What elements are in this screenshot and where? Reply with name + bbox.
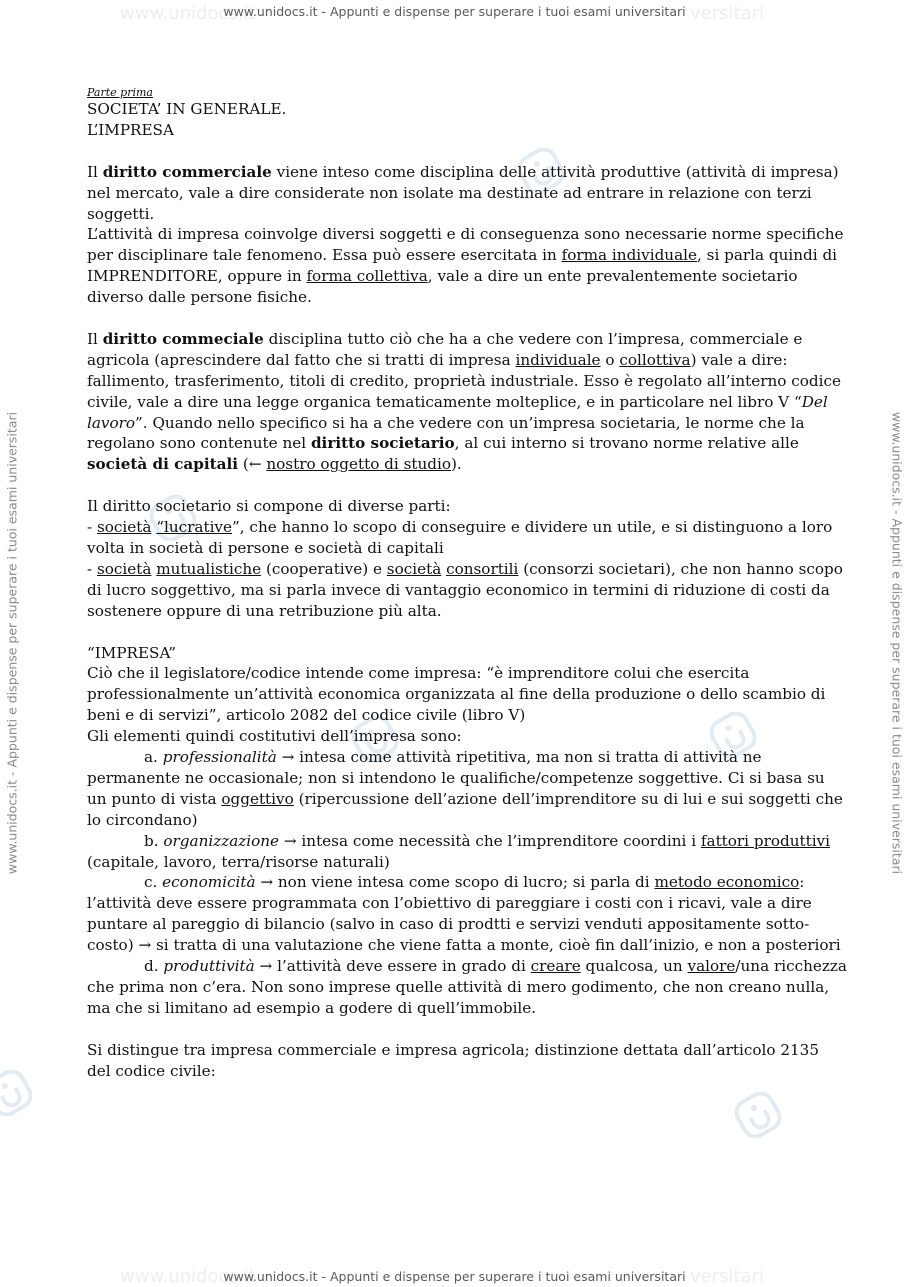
text-run: , al cui interno si trovano norme relative alle [454, 434, 799, 453]
text-run: - [87, 518, 97, 537]
watermark-ghost-tail: versitari [690, 3, 764, 24]
text-run: ) vale a dire: fallimento, trasferimento, titoli di credito, proprietà industriale. Esso è regolato all’interno codice civile, vale a dire una legge organica tematicamente molteplice, e in particolare nel libro V “ [87, 350, 841, 411]
paragraph-forms [87, 224, 847, 308]
italic-term: economicità [162, 873, 256, 892]
italic-term: produttività [163, 957, 255, 976]
element-item-a [87, 747, 847, 831]
watermark-ghost-tail: versitari [690, 1266, 764, 1287]
paragraph-societario-intro: Il diritto societario si compone di diverse parti: [87, 497, 451, 516]
italic-term: professionalità [162, 748, 277, 767]
text-run: viene inteso come disciplina delle attività produttive (attività di impresa) nel mercato, vale a dire considerate non isolate ma destinate ad entrare in relazione con terzi soggetti. [87, 162, 839, 223]
underlined-term: consortili [446, 559, 519, 578]
underlined-term: società [96, 518, 152, 537]
italic-term: organizzazione [163, 831, 280, 850]
text-run: Il [87, 329, 103, 348]
bold-term: società di capitali [87, 455, 239, 474]
bold-term: diritto commeciale [102, 329, 264, 348]
right-side-banner-text: www.unidocs.it - Appunti e dispense per superare i tuoi esami universitari [889, 411, 905, 875]
text-run: (consorzi societari), che non hanno scopo di lucro soggettivo, ma si parla invece di vantaggio economico in termini di riduzione di costi da sostenere oppure di una retribuzione più alta. [87, 559, 843, 620]
element-item-c [87, 872, 847, 956]
underlined-term: oggettivo [221, 789, 294, 808]
text-run: , si parla quindi di IMPRENDITORE, oppure in [87, 246, 838, 286]
text-run: qualcosa, un [580, 957, 688, 976]
unidocs-logo-icon [0, 1070, 32, 1116]
bold-term: diritto societario [310, 434, 455, 453]
section-subtitle: L’IMPRESA [87, 120, 174, 139]
text-run: /una ricchezza che prima non c’era. Non sono imprese quelle attività di mero godimento, che non creano nulla, ma che si limitano ad esempio a godere di quell’immobile. [87, 957, 847, 1017]
item-label: a. [144, 748, 163, 767]
underlined-term: mutualistiche [156, 559, 262, 578]
list-item-mutualistiche [87, 559, 847, 622]
text-run: ”, che hanno lo scopo di conseguire e dividere un utile, e si distinguono a loro volta in società di persone e società di capitali [87, 518, 833, 557]
document-body [87, 86, 847, 1082]
bottom-banner[interactable]: www.unidocs.it - Appunti e dispense per superare i tuoi esami universitari [223, 1269, 686, 1284]
underlined-term: metodo economico [654, 873, 800, 892]
watermark-ghost-text: www.unidocs.it [120, 3, 256, 24]
impresa-definition: Ciò che il legislatore/codice intende come impresa: “è imprenditore colui che esercita professionalmente un’attività economica organizzata al fine della produzione o dello scambio di beni e di servizi”, articolo 2082 del codice civile (libro V) [87, 664, 826, 725]
text-run: (← [238, 455, 267, 474]
element-item-d [87, 956, 847, 1019]
underlined-term: società [96, 559, 152, 578]
item-label: c. [144, 873, 163, 892]
italic-term: Del lavoro [87, 392, 828, 432]
underlined-term: società [386, 559, 442, 578]
text-run: o [600, 350, 620, 369]
text-run: (capitale, lavoro, terra/risorse naturali) [87, 852, 390, 871]
impresa-heading: “IMPRESA” [87, 643, 176, 662]
list-item-lucrative [87, 517, 847, 559]
item-label: d. [144, 957, 164, 976]
text-run: : l’attività deve essere programmata con l’obiettivo di pareggiare i costi con i ricavi, vale a dire puntare al pareggio di bilancio (salvo in caso di prodtti e servizi venduti appositamente sotto-costo) → si tratta di una valutazione che viene fatta a monte, cioè fin dall’inizio, e non a posteriori [87, 873, 841, 955]
text-run: ”. Quando nello specifico si ha a che vedere con un’impresa societaria, le norme che la regolano sono contenute nel [87, 413, 805, 453]
underlined-term: forma individuale [561, 246, 697, 265]
underlined-term: fattori produttivi [700, 831, 830, 850]
part-kicker: Parte prima [87, 86, 153, 99]
underlined-term: valore [687, 957, 736, 976]
paragraph-distinzione: Si distingue tra impresa commerciale e impresa agricola; distinzione dettata dall’articolo 2135 del codice civile: [87, 1040, 819, 1080]
paragraph-diritto-commerciale [87, 329, 847, 475]
section-title: SOCIETA’ IN GENERALE. [87, 100, 287, 118]
text-run: - [87, 559, 97, 578]
underlined-term: creare [530, 957, 581, 976]
impresa-elements-intro: Gli elementi quindi costitutivi dell’impresa sono: [87, 727, 462, 746]
text-run: ). [451, 455, 462, 474]
text-run: Il [87, 162, 103, 181]
text-run: disciplina tutto ciò che ha a che vedere con l’impresa, commerciale e agricola (aprescindere dal fatto che si tratti di impresa [87, 329, 803, 369]
text-run: L’attività di impresa coinvolge diversi soggetti e di conseguenza sono necessarie norme specifiche per disciplinare tale fenomeno. Essa può essere esercitata in [87, 225, 844, 265]
text-run: (cooperative) e [261, 559, 387, 578]
element-item-b [87, 831, 847, 873]
text-run: → l’attività deve essere in grado di [254, 957, 531, 976]
item-label: b. [144, 831, 164, 850]
unidocs-logo-icon [735, 1092, 781, 1138]
bold-term: diritto commerciale [102, 162, 272, 181]
watermark-ghost-text: www.unidocs.it [120, 1266, 256, 1287]
underlined-term: individuale [515, 350, 601, 369]
underlined-term: nostro oggetto di studio [266, 455, 451, 474]
text-run: → intesa come necessità che l’imprenditore coordini i [279, 831, 701, 850]
paragraph-intro [87, 162, 847, 225]
underlined-term: forma collettiva [306, 267, 428, 286]
text-run: → non viene intesa come scopo di lucro; si parla di [255, 873, 655, 892]
text-run: → intesa come attività ripetitiva, ma non si tratta di attività ne permanente ne occasionale; non si intendono le qualifiche/competenze soggettive. Ci si basa su un punto di vista [87, 748, 825, 808]
text-run: (ripercussione dell’azione dell’imprenditore su di lui e sui soggetti che lo circondano) [87, 789, 843, 829]
text-run: , vale a dire un ente prevalentemente societario diverso dalle persone fisiche. [87, 267, 798, 307]
top-banner[interactable]: www.unidocs.it - Appunti e dispense per superare i tuoi esami universitari [223, 4, 686, 19]
underlined-term: collottiva [619, 350, 691, 369]
underlined-term: “lucrative [156, 518, 233, 537]
left-side-banner-text: www.unidocs.it - Appunti e dispense per superare i tuoi esami universitari [4, 411, 20, 875]
